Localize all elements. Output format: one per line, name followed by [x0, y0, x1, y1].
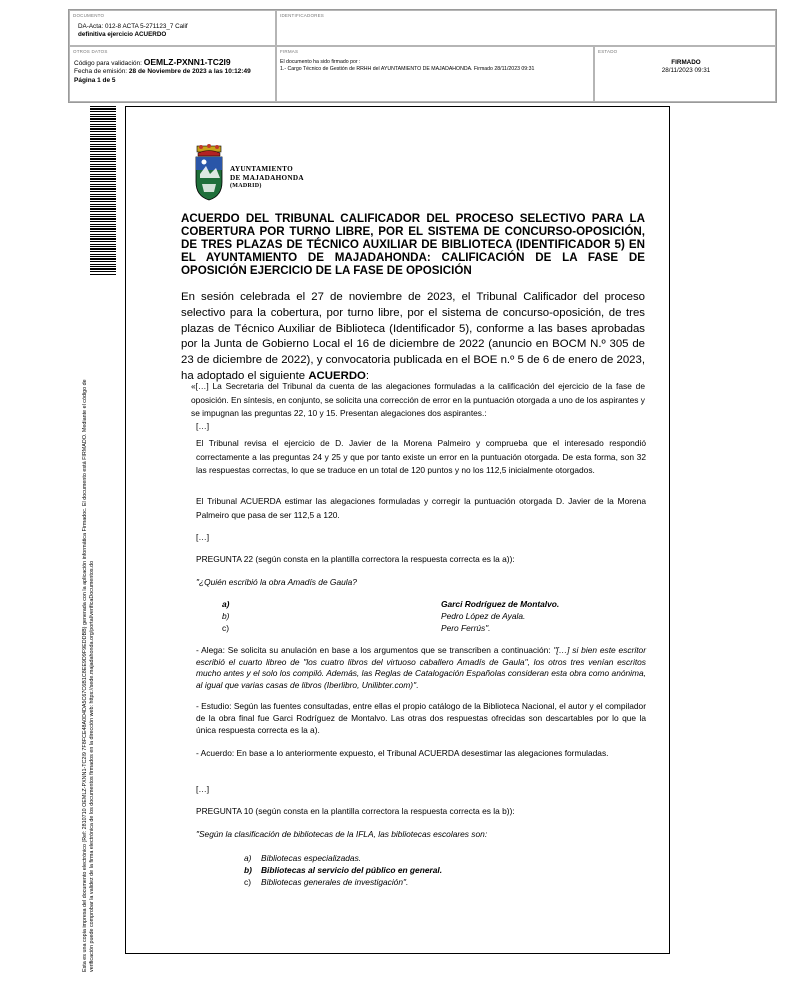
documento-cell — [69, 10, 276, 46]
paragraph-2: El Tribunal revisa el ejercicio de D. Javier de la Morena Palmeiro y comprueba que el interesado respondió correctamente a las preguntas 24 y 25 y que por tanto existe un error en la puntuación otorgada. De esta forma, son 32 las respuestas correctas, lo que se traduce en un total de 120 puntos y no los 112,5 inicialmente otorgados. — [196, 438, 646, 475]
logo-line-1: AYUNTAMIENTO — [230, 165, 293, 173]
verification-line-2: verificación puede comprobar la validez de la firma electrónica de los documentos firmados en la dirección web: https://sede.majadahonda.org/portal/verificaDocumentos.do — [89, 560, 95, 972]
intro-paragraph — [181, 290, 645, 385]
paragraph-3: El Tribunal ACUERDA estimar las alegaciones formuladas y corregir la puntuación otorgada D. Javier de la Morena Palmeiro que pasa de ser 112,5 a 120. — [196, 496, 646, 520]
fecha-label: Fecha de emisión: — [74, 68, 129, 76]
alega-paragraph — [196, 645, 646, 691]
intro-text: En sesión celebrada el 27 de noviembre de 2023, el Tribunal Calificador del proceso selectivo para la cobertura, por turno libre, por el sistema de concurso-oposición, de tres plazas de Técnico Auxiliar de Biblioteca (Identificador 5), conforme a las bases aprobadas por la Junta de Gobierno Local el 16 de diciembre de 2022 (anuncio en BOCM N.º 305 de 23 de diciembre de 2022), y convocatoria publicada en el BOE n.º 5 de 6 de enero de 2023, ha adoptado el siguiente — [181, 291, 645, 382]
estudio-paragraph: - Estudio: Según las fuentes consultadas, entre ellas el propio catálogo de la Biblioteca Nacional, el autor y el compilador de la obra final fue Garci Rodríguez de Montalvo. Las otras dos respuestas ofrecidas son descartables por lo que la única respuesta correcta es la a). — [196, 701, 646, 735]
documento-value — [78, 23, 188, 39]
otros-datos-cell — [69, 46, 276, 102]
municipality-name — [230, 165, 304, 191]
q10-option-b-text: Bibliotecas al servicio del público en general. — [261, 865, 443, 875]
documento-caption: DOCUMENTO — [73, 13, 105, 18]
document-title: ACUERDO DEL TRIBUNAL CALIFICADOR DEL PROCESO SELECTIVO PARA LA COBERTURA POR TURNO LIBRE, POR EL SISTEMA DE CONCURSO-OPOSICIÓN, DE TRES PLAZAS DE TÉCNICO AUXILIAR DE BIBLIOTECA (IDENTIFICADOR 5) EN EL AYUNTAMIENTO DE MAJADAHONDA: CALIFICACIÓN DE LA FASE DE OPOSICIÓN EJERCICIO DE LA FASE DE OPOSICIÓN — [181, 212, 645, 277]
ellipsis-1: […] — [196, 421, 210, 431]
question-10-text: "Según la clasificación de bibliotecas de la IFLA, las bibliotecas escolares son: — [196, 829, 488, 839]
q10-option-b-letter: b) — [244, 865, 252, 875]
documento-line-2: definitiva ejercicio ACUERDO — [78, 31, 167, 38]
coat-of-arms-icon — [192, 144, 226, 202]
alega-end: . — [416, 679, 419, 690]
q10-option-c-text: Bibliotecas generales de investigación". — [261, 877, 409, 887]
q22-option-b-text: Pedro López de Ayala. — [441, 611, 526, 621]
q22-option-c-letter: c) — [222, 623, 229, 633]
question-10-heading: PREGUNTA 10 (según consta en la plantilla correctora la respuesta correcta es la b)): — [196, 806, 515, 816]
estado-date: 28/11/2023 09:31 — [661, 67, 711, 74]
firmas-caption: FIRMAS — [280, 49, 299, 54]
alega-prefix: - Alega: Se solicita su anulación en base a los argumentos que se transcriben a continuación: — [196, 645, 554, 655]
intro-end: : — [365, 369, 370, 382]
estado-caption: ESTADO — [598, 49, 618, 54]
question-22-text: "¿Quién escribió la obra Amadís de Gaula? — [196, 577, 357, 587]
logo-line-2: DE MAJADAHONDA — [230, 173, 304, 182]
firmas-line-1: El documento ha sido firmado por : — [280, 59, 361, 65]
document-page — [125, 106, 670, 954]
acuerdo-paragraph: - Acuerdo: En base a lo anteriormente expuesto, el Tribunal ACUERDA desestimar las alegaciones formuladas. — [196, 748, 609, 758]
documento-line-1: DA-Acta: 012-8 ACTA 5-271123_7 Calif — [78, 23, 188, 30]
identificadores-cell — [276, 10, 776, 46]
codigo-value: OEMLZ-PXNN1-TC2I9 — [143, 57, 231, 67]
paragraph-1: «[…] La Secretaria del Tribunal da cuenta de las alegaciones formuladas a la calificación del ejercicio de la fase de oposición. En síntesis, en conjunto, se solicita una corrección de error en la puntuación otorgada a uno de los aspirantes y se impugnan las preguntas 22, 10 y 15. Presentan alegaciones dos aspirantes.: — [191, 381, 645, 418]
verification-vertical-text — [82, 292, 96, 972]
firmas-cell — [276, 46, 594, 102]
estado-value: FIRMADO — [671, 59, 701, 66]
document-header — [68, 9, 777, 103]
q10-option-c-letter: c) — [244, 877, 251, 887]
alega-quote: "[…] si bien este escritor escribió el cuarto libreo de "los cuatro libros del virtuoso caballero Amadís de Gaula", los otros tres venían escritos mucho antes y el solo los compiló. Además, las Reglas de Catalogación Españolas consideran esta obra como anónima, al igual que varias casas de libros (Iberlibro, Unilibter.com)" — [196, 645, 646, 690]
barcode-image — [90, 106, 116, 276]
q22-option-a-letter: a) — [222, 599, 230, 609]
verification-line-1: Esta es una copia impresa del documento electrónico (Ref: 2810710 OEMLZ-PXNN1-TC2I9 7F8FCE48A0D4DA5C67C6B1C8EE9D9F9EDDBB) generada con la aplicación informática Firmadoc. El documento está FIRMADO. Mediante el código de — [82, 379, 88, 972]
q10-option-a-letter: a) — [244, 853, 252, 863]
q22-option-c-text: Pero Ferrús". — [441, 623, 491, 633]
q22-option-b-letter: b) — [222, 611, 230, 621]
ellipsis-2: […] — [196, 532, 210, 542]
question-22-heading: PREGUNTA 22 (según consta en la plantilla correctora la respuesta correcta es la a)): — [196, 554, 515, 564]
firmas-line-2: 1.- Cargo Técnico de Gestión de RRHH del AYUNTAMIENTO DE MAJADAHONDA. Firmado 28/11/2023 09:31 — [280, 66, 535, 72]
q10-option-a-text: Bibliotecas especializadas. — [261, 853, 362, 863]
intro-bold: ACUERDO — [308, 369, 366, 382]
codigo-label: Código para validación: — [74, 60, 144, 67]
otros-datos-caption: OTROS DATOS — [73, 49, 108, 54]
fecha-value: 28 de Noviembre de 2023 a las 10:12:49 — [128, 68, 251, 76]
identificadores-caption: IDENTIFICADORES — [280, 13, 325, 18]
pagina-label: Página 1 de 5 — [74, 76, 116, 84]
logo-line-3: (MADRID) — [230, 183, 262, 189]
q22-option-a-text: Garci Rodríguez de Montalvo. — [441, 599, 560, 609]
estado-cell — [594, 46, 776, 102]
ellipsis-3: […] — [196, 784, 210, 794]
